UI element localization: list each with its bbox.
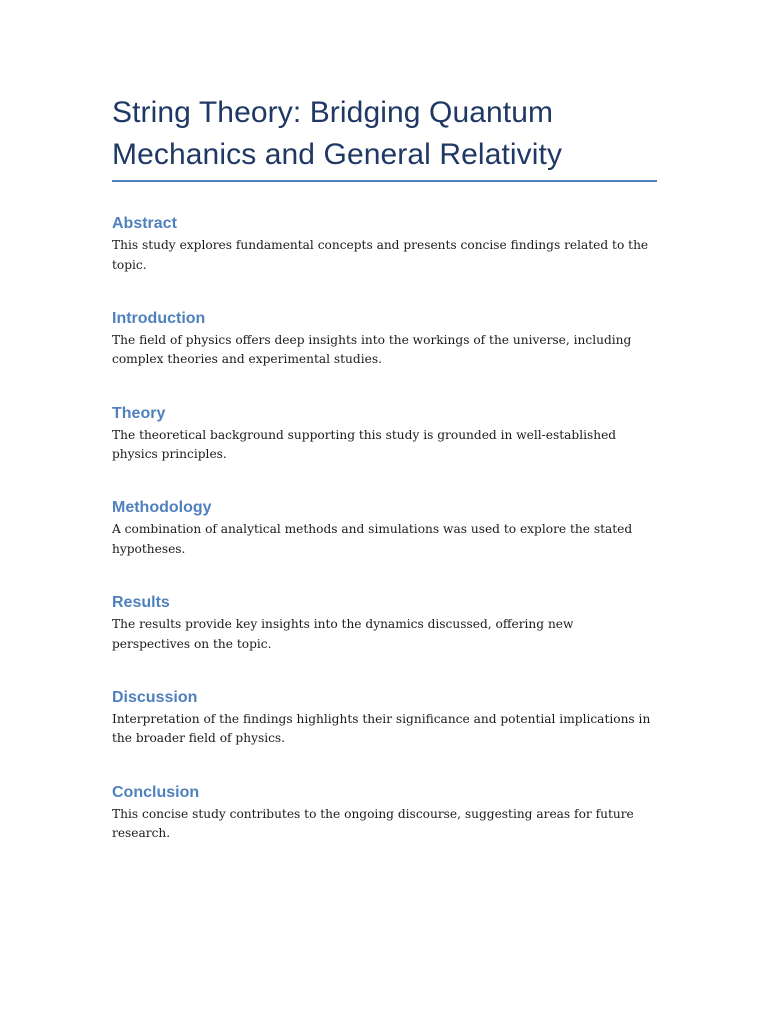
section-heading: Introduction <box>112 309 206 327</box>
sections-list <box>112 212 657 876</box>
section-body: Interpretation of the findings highlights their significance and potential implications in the broader field of physics. <box>112 711 651 746</box>
section-results <box>112 591 657 686</box>
section-heading: Conclusion <box>112 783 200 801</box>
section-body: This study explores fundamental concepts and presents concise findings related to the topic. <box>112 238 649 272</box>
section-theory <box>112 402 657 497</box>
section-body: The field of physics offers deep insights into the workings of the universe, including complex theories and experimental studies. <box>112 332 632 367</box>
section-introduction <box>112 307 657 402</box>
section-body: The theoretical background supporting this study is grounded in well-established physics principles. <box>112 427 617 462</box>
section-heading: Discussion <box>112 688 198 706</box>
section-body: The results provide key insights into the dynamics discussed, offering new perspectives on the topic. <box>112 617 574 651</box>
document-title: String Theory: Bridging Quantum Mechanics and General Relativity <box>112 96 563 171</box>
section-discussion <box>112 686 657 781</box>
section-heading: Results <box>112 594 170 612</box>
section-heading: Theory <box>112 404 166 422</box>
section-conclusion <box>112 781 657 876</box>
title-divider <box>112 180 657 182</box>
section-heading: Abstract <box>112 215 177 232</box>
section-body: A combination of analytical methods and simulations was used to explore the stated hypotheses. <box>112 522 633 556</box>
section-methodology <box>112 496 657 591</box>
section-body: This concise study contributes to the ongoing discourse, suggesting areas for future research. <box>112 806 634 841</box>
section-abstract <box>112 212 657 307</box>
section-heading: Methodology <box>112 499 212 517</box>
